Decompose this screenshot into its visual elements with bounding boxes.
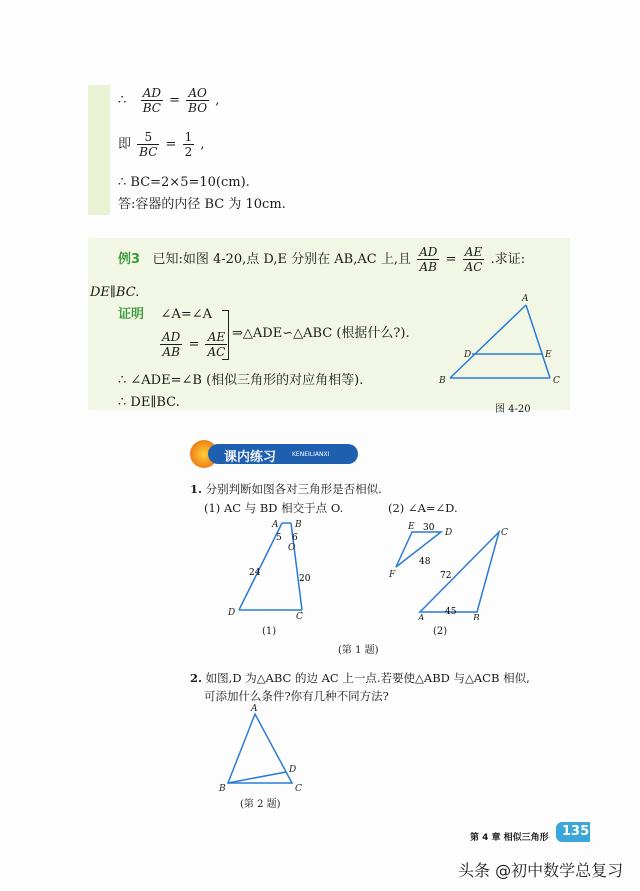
example3-line-1: [118, 245, 525, 274]
fraction-ad-bc: $\frac{AD}{BC}$: [142, 86, 161, 115]
fig2-label-f: F: [389, 570, 396, 580]
fig2-num-48: 48: [419, 557, 431, 567]
fraction-ao-bo: $\frac{AO}{BO}$: [188, 86, 208, 115]
banner-title: 课内练习: [224, 450, 277, 465]
fig1-label-b: B: [295, 520, 302, 530]
q2-number: 2.: [190, 671, 203, 685]
figure-4-20: [430, 290, 570, 400]
fig2-label-e: E: [408, 522, 415, 532]
q1-number: 1.: [190, 482, 203, 496]
proof-label: 证明: [118, 307, 145, 322]
proof-line-1: [118, 308, 212, 321]
ji-word: 即: [118, 137, 132, 152]
fraction-5-bc: $\frac{5}{BC}$: [139, 130, 158, 159]
q2-caption: (第 2 题): [240, 799, 281, 810]
fig1-label-c: C: [296, 612, 303, 620]
equals-sign: =: [188, 337, 200, 352]
proof-condition-angle: ∠A=∠A: [160, 307, 213, 322]
top-line-1: [118, 86, 219, 115]
fig420-label-e: E: [545, 350, 552, 360]
q1-sub2: (2) ∠A=∠D.: [388, 501, 458, 515]
q2-fig-label-b: B: [219, 784, 226, 794]
proof-implies: ⇒△ADE∽△ABC (根据什么?).: [232, 326, 410, 341]
fraction-ae-ac-proof: $\frac{AE}{AC}$: [207, 330, 226, 359]
fig1-label-a: A: [272, 520, 279, 530]
q1-text: 分别判断如图各对三角形是否相似.: [205, 482, 382, 496]
q1-sub1: (1) AC 与 BD 相交于点 O.: [204, 501, 344, 515]
q2-line-2: 可添加什么条件?你有几种不同方法?: [204, 689, 389, 703]
proof-line-ade: ∴ ∠ADE=∠B (相似三角形的对应角相等).: [118, 373, 364, 388]
fig1-num-20: 20: [299, 574, 311, 584]
exercise-banner: [190, 442, 360, 466]
fig1-num-5: 5: [276, 533, 282, 543]
q1-figure-2: [385, 520, 515, 620]
example3-line-2: DE∥BC.: [90, 285, 140, 300]
figure-4-20-caption: 图 4-20: [495, 404, 531, 415]
proof-line-2: [158, 330, 229, 359]
q2-line-1: [190, 673, 530, 685]
fraction-ad-ab: $\frac{AD}{AB}$: [419, 245, 438, 274]
fraction-ae-ac: $\frac{AE}{AC}$: [464, 245, 483, 274]
top-block-background: [88, 85, 110, 215]
q2-fig-label-d: D: [289, 765, 297, 775]
fig2-label-d: D: [445, 528, 453, 538]
chapter-label: 第 4 章 相似三角形: [470, 833, 549, 843]
proof-brace: [222, 310, 229, 360]
page-number-badge: [556, 822, 590, 842]
fig420-label-a: A: [522, 294, 529, 304]
page-number: 135: [562, 824, 590, 839]
fig2-label-a: A: [418, 614, 425, 620]
q1-caption: (第 1 题): [338, 645, 379, 656]
banner-subtitle: KENEILIANXI: [292, 451, 330, 458]
fig1-num-24: 24: [249, 568, 261, 578]
q2-fig-label-c: C: [295, 784, 302, 794]
fig420-label-d: D: [464, 350, 472, 360]
comma: ,: [200, 137, 205, 152]
top-line-4: 答:容器的内径 BC 为 10cm.: [118, 197, 286, 212]
fig2-num-30: 30: [423, 523, 435, 533]
example3-label: 例3: [118, 252, 141, 267]
top-line-2: [118, 130, 205, 159]
equals-sign: =: [165, 137, 177, 152]
q1-fig2-caption: (2): [433, 626, 448, 637]
example3-statement: 已知:如图 4-20,点 D,E 分别在 AB,AC 上,且: [152, 252, 411, 267]
equals-sign: =: [445, 252, 457, 267]
proof-line-de: ∴ DE∥BC.: [118, 395, 180, 410]
q1-line: [190, 484, 382, 496]
q1-fig1-caption: (1): [262, 626, 277, 637]
fig2-num-45: 45: [445, 607, 457, 617]
fig2-label-c: C: [501, 528, 508, 538]
fig420-label-b: B: [439, 376, 446, 386]
fraction-ad-ab-proof: $\frac{AD}{AB}$: [162, 330, 181, 359]
q2-text-1: 如图,D 为△ABC 的边 AC 上一点.若要使△ABD 与△ACB 相似,: [205, 671, 530, 685]
fig2-label-b: B: [473, 614, 480, 620]
fig420-label-c: C: [553, 376, 560, 386]
fig1-label-d: D: [228, 608, 236, 618]
fraction-1-2: $\frac{1}{2}$: [184, 130, 193, 159]
fig1-label-o: O: [288, 543, 296, 553]
q1-figure-1: [225, 515, 325, 620]
comma: ,: [215, 93, 220, 108]
q2-fig-label-a: A: [251, 704, 258, 714]
therefore-symbol: ∴: [118, 93, 127, 108]
example3-qiuzheng: .求证:: [490, 252, 526, 267]
top-line-3: ∴ BC=2×5=10(cm).: [118, 175, 250, 190]
fig1-num-6: 6: [292, 533, 298, 543]
q2-figure: [215, 702, 315, 797]
watermark: 头条 @初中数学总复习: [458, 861, 624, 880]
equals-sign: =: [169, 93, 181, 108]
fig2-num-72: 72: [440, 571, 452, 581]
